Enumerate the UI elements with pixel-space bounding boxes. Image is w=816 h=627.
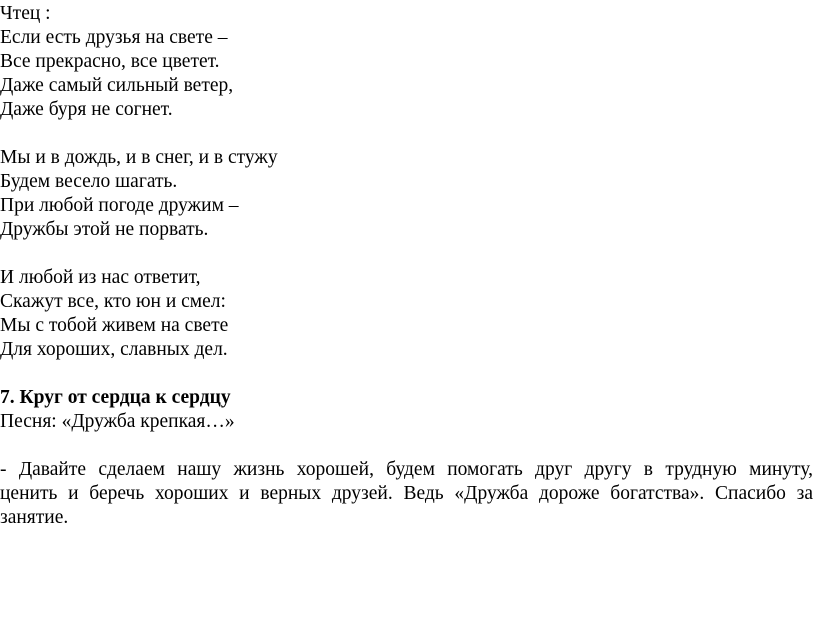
poem-line: При любой погоде дружим – <box>0 195 239 216</box>
speaker-label: Чтец : <box>0 3 51 24</box>
poem-line: Для хороших, славных дел. <box>0 339 228 360</box>
section-heading: 7. Круг от сердца к сердцу <box>0 387 231 408</box>
poem-line: Скажут все, кто юн и смел: <box>0 291 226 312</box>
poem-line: Мы и в дождь, и в снег, и в стужу <box>0 147 278 168</box>
poem-line: И любой из нас ответит, <box>0 267 201 288</box>
poem-line: Даже самый сильный ветер, <box>0 75 234 96</box>
poem-line: Мы с тобой живем на свете <box>0 315 229 336</box>
poem-line: Дружбы этой не порвать. <box>0 219 209 240</box>
poem-line: Будем весело шагать. <box>0 171 178 192</box>
closing-paragraph-line: - Давайте сделаем нашу жизнь хорошей, будем помогать друг другу в трудную минуту, <box>0 459 813 480</box>
poem-line: Все прекрасно, все цветет. <box>0 51 220 72</box>
poem-line: Если есть друзья на свете – <box>0 27 228 48</box>
song-line: Песня: «Дружба крепкая…» <box>0 411 235 432</box>
poem-line: Даже буря не согнет. <box>0 99 173 120</box>
closing-paragraph-line: занятие. <box>0 507 69 528</box>
closing-paragraph-line: ценить и беречь хороших и верных друзей. Ведь «Дружба дороже богатства». Спасибо за <box>0 483 813 504</box>
